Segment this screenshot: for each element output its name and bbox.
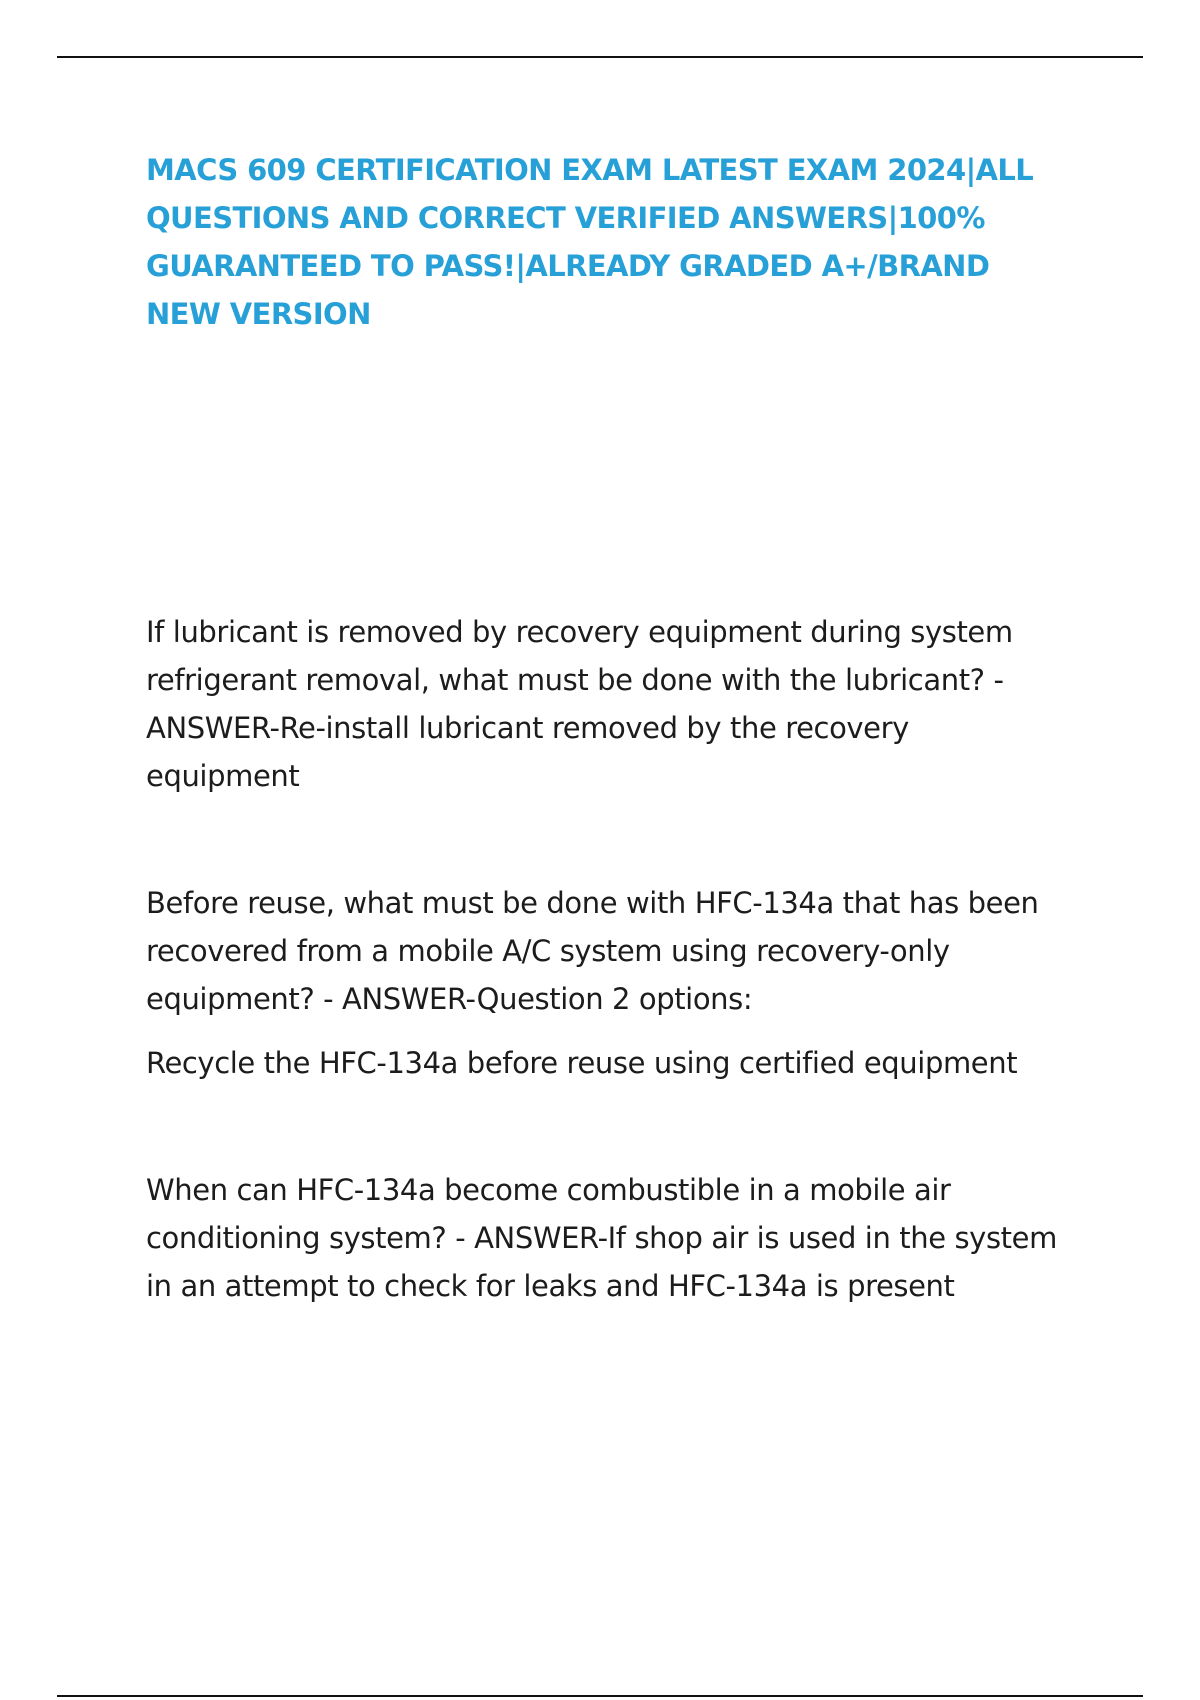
document-header <box>146 146 1066 338</box>
top-divider <box>57 56 1143 58</box>
question-answer-list <box>146 608 1066 1310</box>
qa-item-text: If lubricant is removed by recovery equipment during system refrigerant removal, what must be done with the lubricant? - ANSWER-Re-install lubricant removed by the recovery equipment <box>146 615 1013 793</box>
qa-item <box>146 879 1066 1087</box>
document-title: MACS 609 CERTIFICATION EXAM LATEST EXAM 2024|ALL QUESTIONS AND CORRECT VERIFIED ANSWERS|100% GUARANTEED TO PASS!|ALREADY GRADED A+/BRAND NEW VERSION <box>146 153 1034 331</box>
qa-item-text: Before reuse, what must be done with HFC-134a that has been recovered from a mobile A/C system using recovery-only equipment? - ANSWER-Question 2 options: <box>146 886 1039 1016</box>
qa-item-answer-option: Recycle the HFC-134a before reuse using certified equipment <box>146 1046 1018 1080</box>
qa-item <box>146 608 1066 800</box>
qa-item <box>146 1166 1066 1310</box>
bottom-divider <box>57 1695 1143 1697</box>
qa-item-text: When can HFC-134a become combustible in a mobile air conditioning system? - ANSWER-If shop air is used in the system in an attempt to check for leaks and HFC-134a is present <box>146 1173 1057 1303</box>
